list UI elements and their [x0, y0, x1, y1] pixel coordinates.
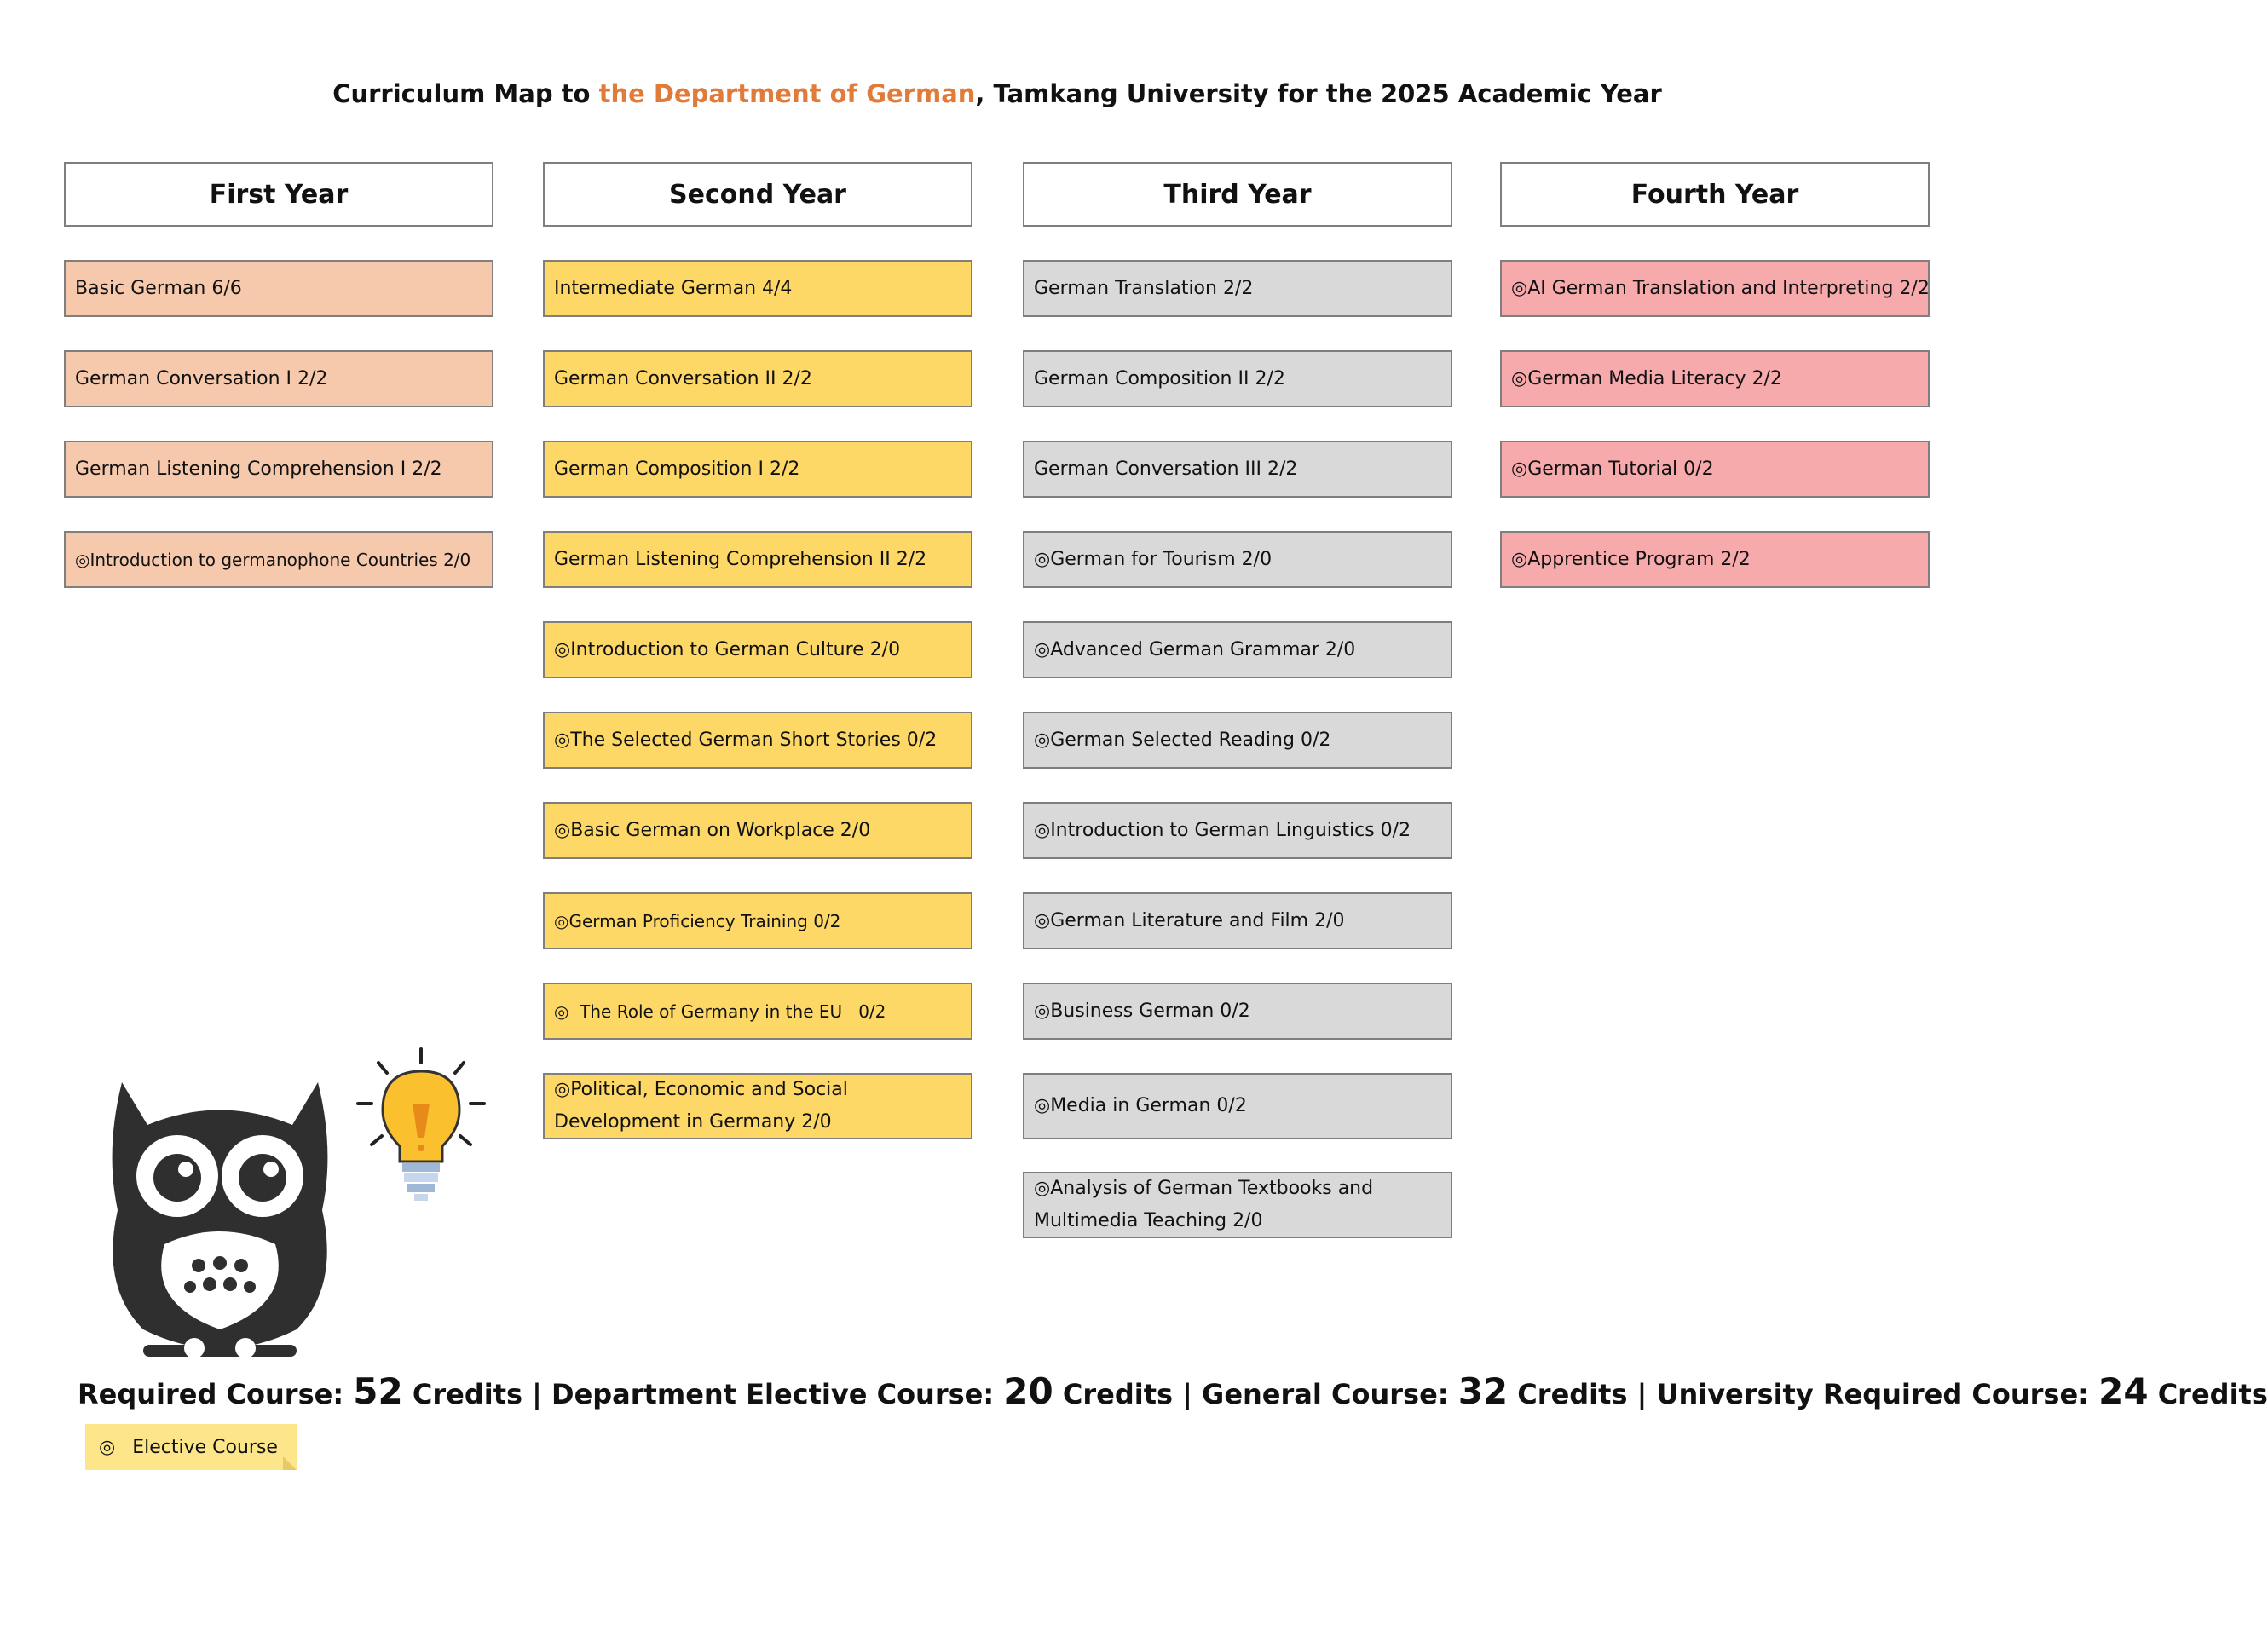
note-fold: [283, 1456, 297, 1470]
course-card: German Conversation III 2/2: [1023, 441, 1452, 498]
year-heading-fourth: Fourth Year: [1500, 162, 1930, 227]
course-card: Basic German 6/6: [64, 260, 493, 317]
course-card: ◎Political, Economic and Social Development in Germany 2/0: [543, 1073, 972, 1139]
course-card: ◎Media in German 0/2: [1023, 1073, 1452, 1139]
course-card: German Conversation I 2/2: [64, 350, 493, 407]
year-heading-second: Second Year: [543, 162, 972, 227]
page-title: [0, 79, 1994, 108]
course-card: German Composition II 2/2: [1023, 350, 1452, 407]
course-card: ◎Advanced German Grammar 2/0: [1023, 621, 1452, 678]
title-prefix: Curriculum Map to: [332, 79, 599, 108]
general-label: Credits | General Course:: [1053, 1378, 1458, 1410]
dept-elective-label: Credits | Department Elective Course:: [402, 1378, 1004, 1410]
course-card: German Listening Comprehension II 2/2: [543, 531, 972, 588]
credits-summary: [78, 1370, 2268, 1412]
course-card: German Listening Comprehension I 2/2: [64, 441, 493, 498]
course-card: ◎ The Role of Germany in the EU 0/2: [543, 983, 972, 1040]
credits-end-label: Credits: [2148, 1378, 2268, 1410]
course-card: ◎Introduction to germanophone Countries 2/0: [64, 531, 493, 588]
general-credits: 32: [1457, 1370, 1509, 1412]
course-card: ◎German Tutorial 0/2: [1500, 441, 1930, 498]
course-card: ◎Apprentice Program 2/2: [1500, 531, 1930, 588]
course-card: ◎German Selected Reading 0/2: [1023, 712, 1452, 769]
course-card: ◎AI German Translation and Interpreting 2/2: [1500, 260, 1930, 317]
course-card: ◎The Selected German Short Stories 0/2: [543, 712, 972, 769]
course-card: German Translation 2/2: [1023, 260, 1452, 317]
course-card: ◎Basic German on Workplace 2/0: [543, 802, 972, 859]
course-card: ◎Analysis of German Textbooks and Multimedia Teaching 2/0: [1023, 1172, 1452, 1238]
elective-symbol: ◎: [99, 1436, 116, 1458]
title-highlight: the Department of German: [598, 79, 976, 108]
elective-legend-label: Elective Course: [132, 1436, 278, 1458]
course-card: German Composition I 2/2: [543, 441, 972, 498]
course-card: German Conversation II 2/2: [543, 350, 972, 407]
required-credits: 52: [353, 1370, 403, 1412]
year-heading-first: First Year: [64, 162, 493, 227]
course-card: ◎German for Tourism 2/0: [1023, 531, 1452, 588]
course-card: Intermediate German 4/4: [543, 260, 972, 317]
lightbulb-icon: [353, 1044, 489, 1206]
dept-elective-credits: 20: [1003, 1370, 1053, 1412]
course-card: ◎Introduction to German Culture 2/0: [543, 621, 972, 678]
university-credits: 24: [2098, 1370, 2149, 1412]
course-card: ◎German Literature and Film 2/0: [1023, 892, 1452, 949]
required-label: Required Course:: [78, 1378, 354, 1410]
course-card: ◎German Media Literacy 2/2: [1500, 350, 1930, 407]
course-card: ◎Business German 0/2: [1023, 983, 1452, 1040]
owl-icon: [92, 1074, 348, 1368]
course-card: ◎German Proficiency Training 0/2: [543, 892, 972, 949]
university-label: Credits | University Required Course:: [1508, 1378, 2099, 1410]
year-heading-third: Third Year: [1023, 162, 1452, 227]
elective-legend: [85, 1424, 297, 1470]
title-suffix: , Tamkang University for the 2025 Academic Year: [975, 79, 1662, 108]
course-card: ◎Introduction to German Linguistics 0/2: [1023, 802, 1452, 859]
